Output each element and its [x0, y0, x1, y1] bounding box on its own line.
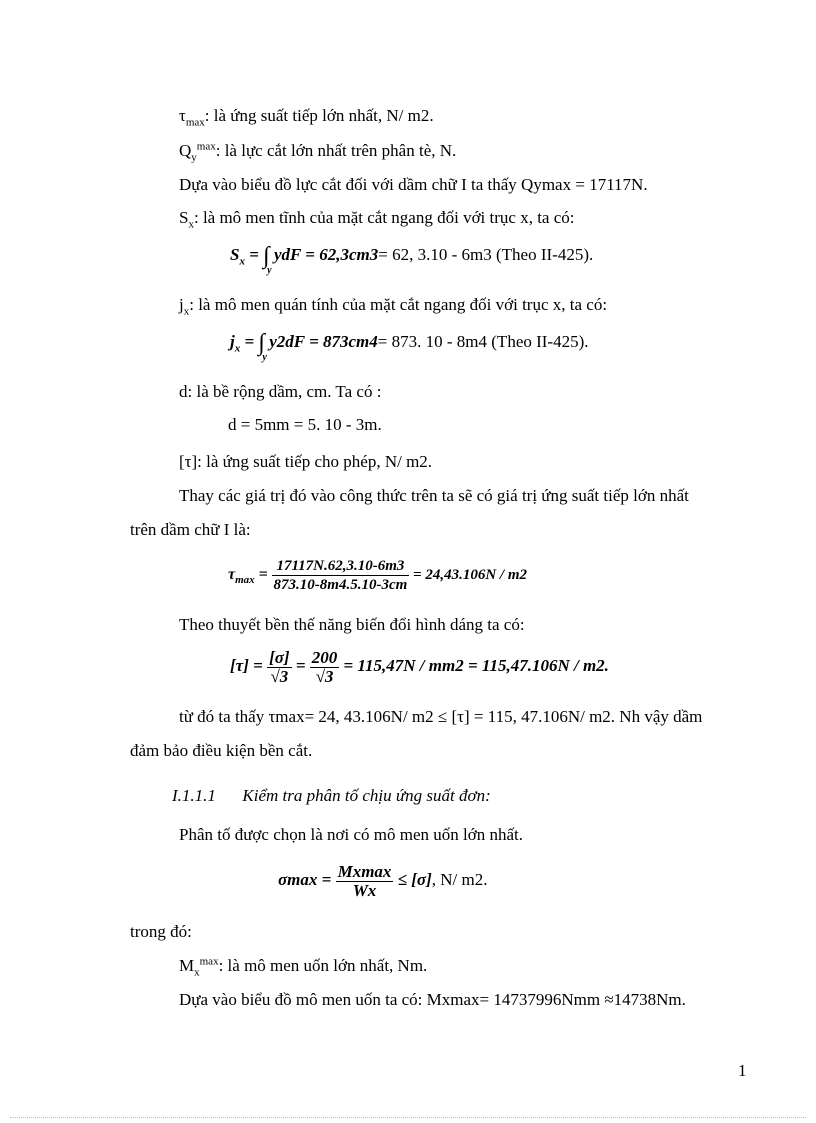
eq-integrand: ydF = 62,3cm3: [273, 245, 379, 264]
eq-numerator-2: 200: [311, 647, 338, 667]
equation-tau-max: [228, 555, 527, 597]
qy-max-symbol: $Q_y^{max}$: [179, 140, 216, 164]
line-jx-def: [179, 294, 607, 316]
eq-lhs: [τ] =: [230, 656, 263, 675]
eq-rhs: ≤ [σ]: [397, 870, 432, 889]
line-where: trong đó:: [130, 922, 192, 941]
eq-fraction: [272, 557, 410, 594]
eq-numerator: Mxmax: [337, 861, 392, 881]
eq-denominator: Wx: [352, 880, 377, 900]
equation-sx: [230, 240, 594, 277]
jx-symbol: $j_x$: [179, 295, 190, 318]
line-conclusion: từ đó ta thấy τmax= 24, 43.106N/ m2 ≤ [τ] = 115, 47.106N/ m2. Nh vậy dầm: [179, 707, 703, 726]
eq-denominator-2: √3: [315, 666, 334, 686]
line-qy-max: [179, 140, 456, 162]
section-heading: [172, 785, 491, 807]
eq-fraction-1: [267, 649, 292, 686]
tau-max-symbol: $\tau_{max}$: [179, 106, 205, 129]
equation-tau-allow: [230, 646, 609, 688]
line-tau-allow: [τ]: là ứng suất tiếp cho phép, N/ m2.: [179, 452, 433, 471]
line-text: : là lực cắt lớn nhất trên phân tè, N.: [215, 141, 457, 160]
line-text: : là mô men quán tính của mặt cắt ngang đối với trục x, ta có:: [189, 295, 608, 314]
eq-unit: , N/ m2.: [431, 870, 488, 889]
integral-limit: y: [262, 352, 267, 364]
line-theory: Theo thuyết bền thế năng biến đổi hình dáng ta có:: [179, 615, 525, 634]
eq-fraction: [336, 863, 394, 900]
line-element: Phân tố được chọn là nơi có mô men uốn lớn nhất.: [179, 825, 524, 844]
line-text: : là mô men uốn lớn nhất, Nm.: [218, 956, 428, 975]
equation-sigma-max: [278, 858, 487, 904]
mx-max-symbol: $M_x^{max}$: [179, 955, 219, 979]
eq-denominator-1: √3: [270, 666, 289, 686]
integral-sign: ∫ y: [258, 330, 267, 364]
line-sx-def: [179, 207, 575, 229]
eq-lhs: $S_x$ =: [230, 245, 259, 268]
eq-equals: =: [295, 656, 306, 675]
eq-numerator: 17117N.62,3.10-6m3: [272, 557, 410, 576]
line-text: : là ứng suất tiếp lớn nhất, N/ m2.: [204, 106, 434, 125]
equation-jx: [230, 327, 589, 364]
eq-rhs: = 24,43.106N / m2: [413, 567, 527, 583]
line-mx-value: Dựa vào biểu đồ mô men uốn ta có: Mxmax= 14737996Nmm ≈14738Nm.: [179, 990, 686, 1009]
eq-numerator-1: [σ]: [269, 647, 290, 667]
page-number: 1: [738, 1061, 747, 1080]
integral-sign: ∫ y: [263, 243, 272, 277]
sx-symbol: $S_x$: [179, 208, 194, 231]
eq-fraction-2: [310, 649, 340, 686]
eq-integrand: y2dF = 873cm4: [269, 332, 378, 351]
line-conclusion-cont: đảm bảo điều kiện bền cắt.: [130, 741, 313, 760]
line-substitute-cont: trên dầm chữ I là:: [130, 520, 251, 539]
eq-lhs: σmax =: [278, 870, 332, 889]
line-d-value: d = 5mm = 5. 10 - 3m.: [228, 415, 382, 434]
eq-lhs: $j_x$ =: [230, 332, 255, 355]
eq-denominator: 873.10-8m4.5.10-3cm: [273, 577, 408, 594]
line-mx-def: [179, 955, 427, 977]
line-qy-value: Dựa vào biểu đồ lực cắt đối với dầm chữ I ta thấy Qymax = 17117N.: [179, 175, 648, 194]
line-substitute: Thay các giá trị đó vào công thức trên ta sẽ có giá trị ứng suất tiếp lớn nhất: [179, 486, 689, 505]
heading-title: Kiểm tra phân tố chịu ứng suất đơn:: [242, 786, 491, 805]
line-d-def: d: là bề rộng dầm, cm. Ta có :: [179, 382, 382, 401]
line-tau-max: [179, 105, 434, 127]
eq-rest: = 873. 10 - 8m4 (Theo II-425).: [377, 332, 589, 351]
page-separator: [10, 1117, 806, 1118]
heading-number: I.1.1.1: [172, 786, 216, 805]
integral-limit: y: [267, 265, 272, 277]
eq-rhs: = 115,47N / mm2 = 115,47.106N / m2.: [343, 656, 609, 675]
line-text: : là mô men tĩnh của mặt cắt ngang đối với trục x, ta có:: [193, 208, 575, 227]
eq-rest: = 62, 3.10 - 6m3 (Theo II-425).: [378, 245, 594, 264]
eq-lhs: $\tau_{max}$ =: [228, 566, 268, 587]
